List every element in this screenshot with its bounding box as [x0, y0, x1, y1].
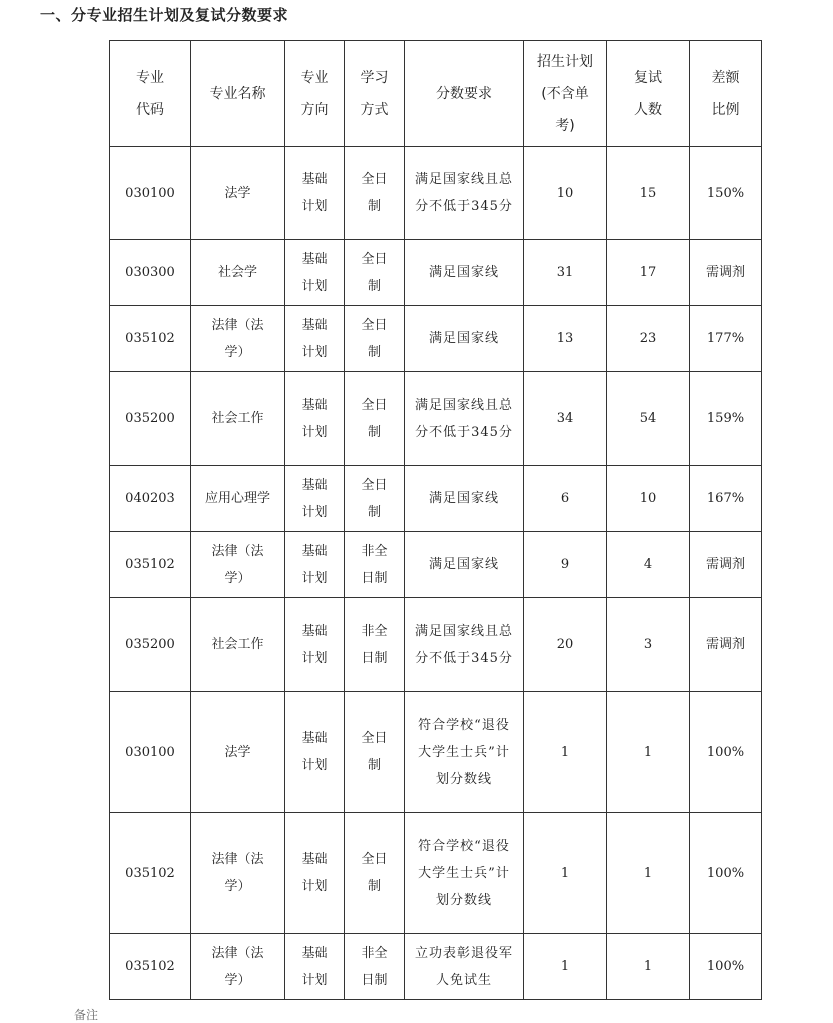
cell-direction: 基础计划: [285, 934, 345, 1000]
header-requirement: 分数要求: [405, 41, 524, 147]
header-retest: 复试人数: [607, 41, 690, 147]
cell-requirement: 满足国家线: [405, 532, 524, 598]
cell-mode: 非全日制: [345, 598, 405, 692]
cell-retest: 1: [607, 934, 690, 1000]
header-code: 专业代码: [110, 41, 191, 147]
cell-mode: 全日制: [345, 466, 405, 532]
cell-requirement: 满足国家线且总分不低于345分: [405, 372, 524, 466]
cell-direction: 基础计划: [285, 813, 345, 934]
cell-plan: 1: [524, 934, 607, 1000]
cell-direction: 基础计划: [285, 692, 345, 813]
cell-plan: 20: [524, 598, 607, 692]
cell-mode: 非全日制: [345, 532, 405, 598]
table-row: [110, 532, 762, 598]
cell-requirement: 满足国家线: [405, 240, 524, 306]
table-row: [110, 306, 762, 372]
header-plan: 招生计划(不含单考): [524, 41, 607, 147]
cell-code: 035102: [110, 306, 191, 372]
table-row: [110, 466, 762, 532]
cell-name: 法律（法学）: [191, 934, 285, 1000]
admission-plan-table: [109, 40, 762, 1000]
cell-retest: 23: [607, 306, 690, 372]
table-row: [110, 692, 762, 813]
cell-direction: 基础计划: [285, 466, 345, 532]
cell-code: 040203: [110, 466, 191, 532]
cell-plan: 6: [524, 466, 607, 532]
table-row: [110, 598, 762, 692]
cell-mode: 全日制: [345, 240, 405, 306]
cell-code: 035102: [110, 813, 191, 934]
header-name: 专业名称: [191, 41, 285, 147]
table-row: [110, 934, 762, 1000]
cell-ratio: 177%: [690, 306, 762, 372]
cell-retest: 10: [607, 466, 690, 532]
cell-ratio: 167%: [690, 466, 762, 532]
cell-direction: 基础计划: [285, 147, 345, 240]
cell-mode: 全日制: [345, 692, 405, 813]
cell-retest: 17: [607, 240, 690, 306]
cell-name: 社会工作: [191, 598, 285, 692]
cell-mode: 全日制: [345, 372, 405, 466]
cell-name: 社会工作: [191, 372, 285, 466]
cell-name: 法律（法学）: [191, 306, 285, 372]
cell-retest: 15: [607, 147, 690, 240]
cell-direction: 基础计划: [285, 372, 345, 466]
table-row: [110, 240, 762, 306]
cell-code: 035200: [110, 598, 191, 692]
cell-code: 030300: [110, 240, 191, 306]
cell-mode: 全日制: [345, 147, 405, 240]
cell-requirement: 满足国家线: [405, 306, 524, 372]
cell-requirement: 立功表彰退役军人免试生: [405, 934, 524, 1000]
cell-requirement: 符合学校“退役大学生士兵”计划分数线: [405, 813, 524, 934]
cell-retest: 4: [607, 532, 690, 598]
cell-direction: 基础计划: [285, 306, 345, 372]
cell-code: 030100: [110, 692, 191, 813]
cell-direction: 基础计划: [285, 240, 345, 306]
cell-plan: 9: [524, 532, 607, 598]
cell-ratio: 需调剂: [690, 240, 762, 306]
cell-ratio: 159%: [690, 372, 762, 466]
cell-ratio: 150%: [690, 147, 762, 240]
cell-name: 应用心理学: [191, 466, 285, 532]
cell-plan: 34: [524, 372, 607, 466]
cell-mode: 非全日制: [345, 934, 405, 1000]
cell-code: 035102: [110, 934, 191, 1000]
cell-retest: 3: [607, 598, 690, 692]
cell-ratio: 需调剂: [690, 532, 762, 598]
cell-requirement: 满足国家线: [405, 466, 524, 532]
cell-ratio: 100%: [690, 813, 762, 934]
footnote-fragment: 备注: [74, 1008, 99, 1022]
cell-direction: 基础计划: [285, 598, 345, 692]
cell-retest: 1: [607, 692, 690, 813]
cell-name: 法学: [191, 692, 285, 813]
header-direction: 专业方向: [285, 41, 345, 147]
header-ratio: 差额比例: [690, 41, 762, 147]
cell-retest: 54: [607, 372, 690, 466]
section-heading: 一、分专业招生计划及复试分数要求: [40, 6, 289, 24]
cell-name: 法学: [191, 147, 285, 240]
table-row: [110, 147, 762, 240]
cell-plan: 1: [524, 692, 607, 813]
cell-direction: 基础计划: [285, 532, 345, 598]
header-row: [110, 41, 762, 147]
cell-plan: 10: [524, 147, 607, 240]
cell-code: 030100: [110, 147, 191, 240]
cell-retest: 1: [607, 813, 690, 934]
cell-plan: 13: [524, 306, 607, 372]
cell-name: 法律（法学）: [191, 532, 285, 598]
cell-name: 社会学: [191, 240, 285, 306]
cell-ratio: 100%: [690, 692, 762, 813]
header-mode: 学习方式: [345, 41, 405, 147]
cell-requirement: 满足国家线且总分不低于345分: [405, 598, 524, 692]
cell-mode: 全日制: [345, 306, 405, 372]
cell-name: 法律（法学）: [191, 813, 285, 934]
cell-requirement: 符合学校“退役大学生士兵”计划分数线: [405, 692, 524, 813]
cell-code: 035102: [110, 532, 191, 598]
table-row: [110, 813, 762, 934]
cell-ratio: 需调剂: [690, 598, 762, 692]
cell-plan: 1: [524, 813, 607, 934]
cell-requirement: 满足国家线且总分不低于345分: [405, 147, 524, 240]
cell-plan: 31: [524, 240, 607, 306]
table-row: [110, 372, 762, 466]
cell-code: 035200: [110, 372, 191, 466]
cell-mode: 全日制: [345, 813, 405, 934]
cell-ratio: 100%: [690, 934, 762, 1000]
